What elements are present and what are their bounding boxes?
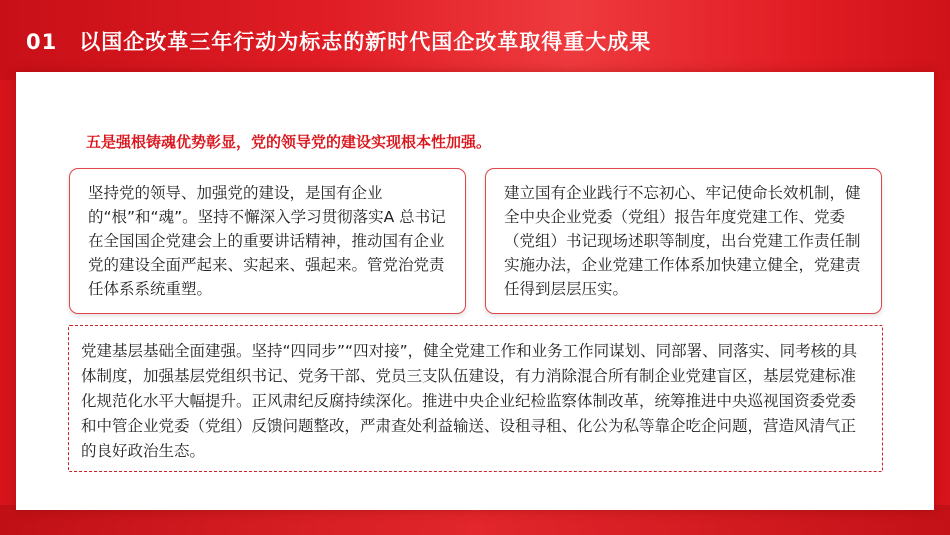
subtitle: 五是强根铸魂优势彰显，党的领导党的建设实现根本性加强。 — [86, 133, 492, 151]
bottom-text-box — [68, 325, 883, 472]
right-text-box — [485, 168, 882, 314]
left-text-box — [69, 168, 466, 314]
section-number: 01 — [26, 30, 58, 54]
page-title — [26, 26, 651, 56]
bottom-box-text: 党建基层基础全面建强。坚持“四同步”“四对接”，健全党建工作和业务工作同谋划、同部署、同落实、同考核的具体制度，加强基层党组织书记、党务干部、党员三支队伍建设，有力消除混合所有制企业党建盲区，基层党建标准化规范化水平大幅提升。正风肃纪反腐持续深化。推进中央企业纪检监察体制改革，统筹推进中央巡视国资委党委和中管企业党委（党组）反馈问题整改，严肃查处利益输送、设租寻租、化公为私等靠企吃企问题，营造风清气正的良好政治生态。 — [81, 342, 858, 460]
section-title: 以国企改革三年行动为标志的新时代国企改革取得重大成果 — [79, 30, 652, 54]
left-box-text: 坚持党的领导、加强党的建设，是国有企业的“根”和“魂”。坚持不懈深入学习贯彻落实A 总书记在全国国企党建会上的重要讲话精神，推动国有企业党的建设全面严起来、实起来、强起来。管党治党责任体系系统重塑。 — [88, 184, 446, 298]
right-box-text: 建立国有企业践行不忘初心、牢记使命长效机制，健全中央企业党委（党组）报告年度党建工作、党委（党组）书记现场述职等制度，出台党建工作责任制实施办法，企业党建工作体系加快建立健全，党建责任得到层层压实。 — [504, 184, 861, 298]
